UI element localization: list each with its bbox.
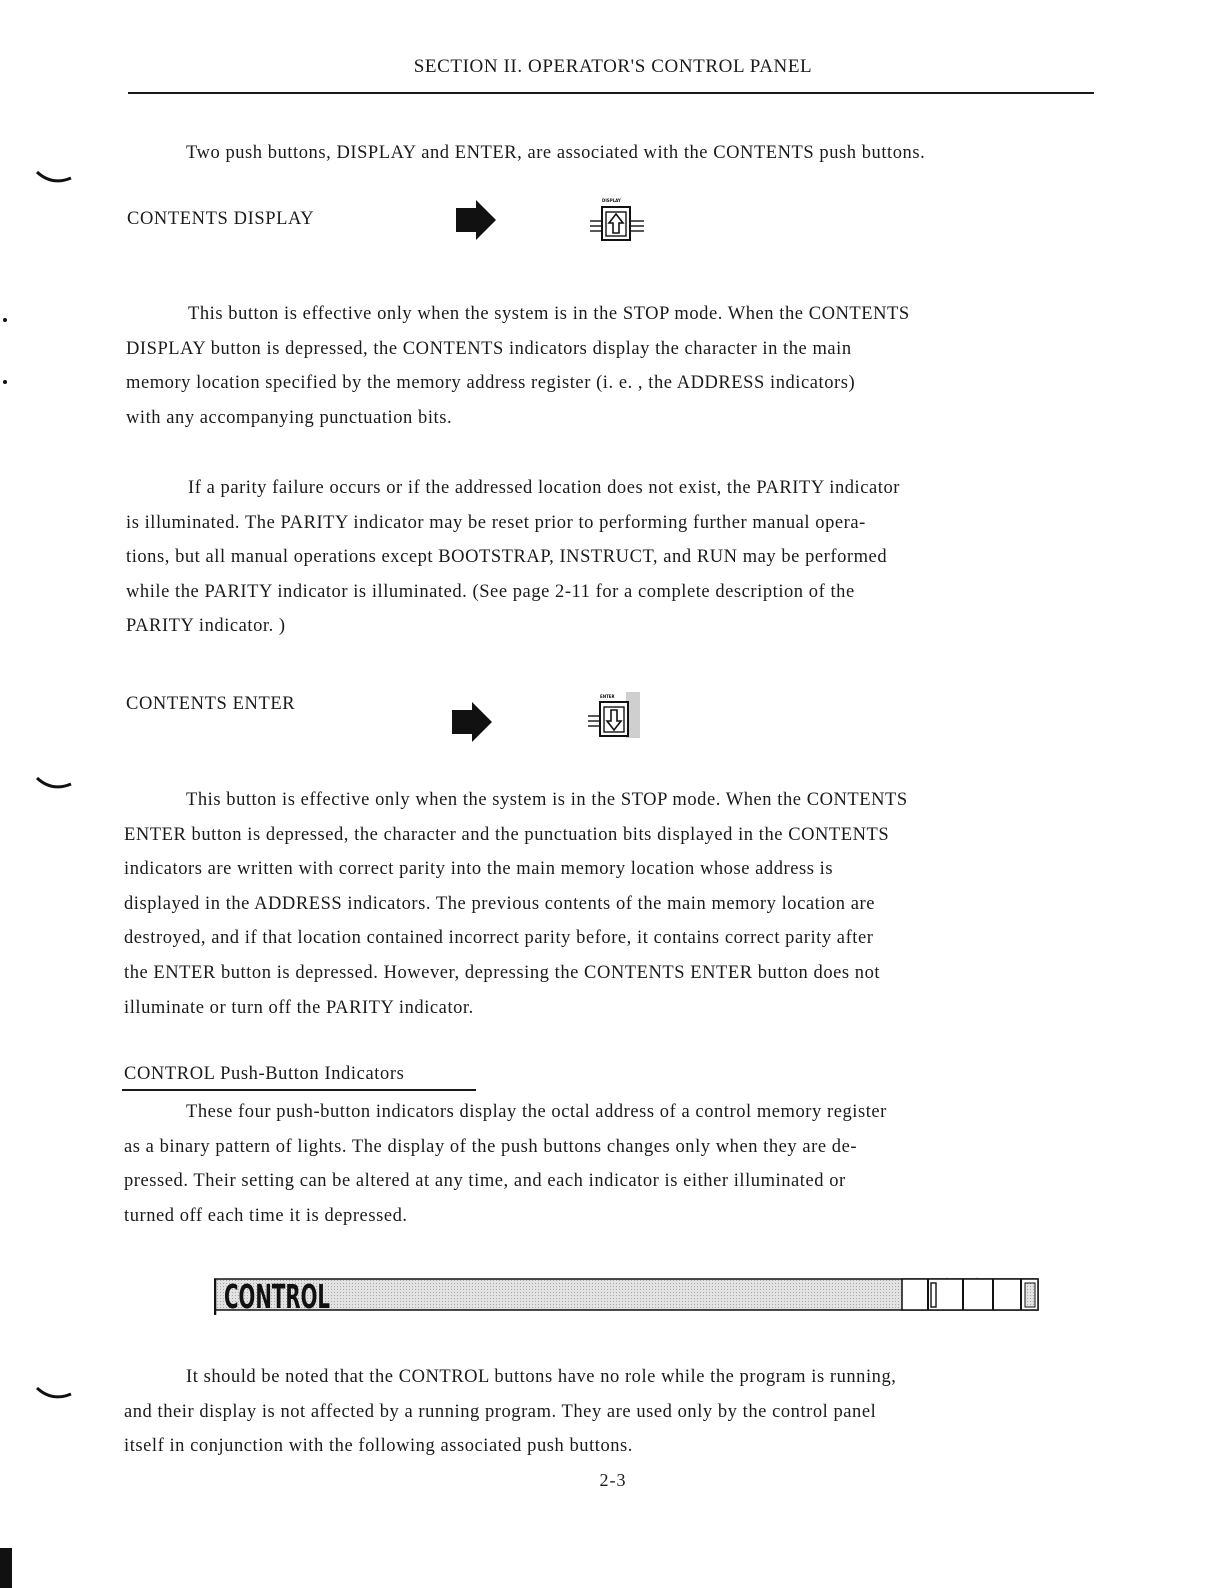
paragraph-line: It should be noted that the CONTROL buttons have no role while the program is running, (186, 1367, 897, 1387)
paragraph-line: and their display is not affected by a running program. They are used only by the control panel (124, 1401, 877, 1422)
paragraph-line: This button is effective only when the system is in the STOP mode. When the CONTENTS (188, 304, 910, 324)
paragraph-line: is illuminated. The PARITY indicator may be reset prior to performing further manual opera- (126, 512, 866, 533)
pointer-arrow-icon (454, 198, 498, 242)
paragraph-line: ENTER button is depressed, the character and the punctuation bits displayed in the CONTENTS (124, 824, 890, 845)
heading-underline (122, 1089, 476, 1091)
paragraph-line: while the PARITY indicator is illuminated. (See page 2-11 for a complete description of the (126, 581, 855, 602)
display-button-icon[interactable] (588, 194, 646, 242)
binder-mark (34, 1384, 74, 1404)
paragraph-line: turned off each time it is depressed. (124, 1205, 408, 1226)
header-rule (128, 92, 1094, 94)
page-number: 2-3 (599, 1470, 627, 1490)
intro-paragraph (124, 136, 1120, 171)
enter-button-icon[interactable] (586, 690, 644, 740)
contents-enter-label: CONTENTS ENTER (126, 694, 296, 714)
control-panel-label: CONTROL (224, 1277, 330, 1315)
corner-mark (0, 1548, 12, 1588)
control-panel-strip (214, 1277, 1040, 1315)
control-description (124, 1095, 1120, 1233)
paragraph-line: destroyed, and if that location contained incorrect parity before, it contains correct parity after (124, 928, 874, 949)
contents-display-description (126, 297, 1122, 435)
paragraph-line: illuminate or turn off the PARITY indicator. (124, 997, 474, 1018)
paragraph-line: pressed. Their setting can be altered at any time, and each indicator is either illuminated or (124, 1171, 846, 1192)
parity-paragraph (126, 471, 1122, 644)
page-header-title: SECTION II. OPERATOR'S CONTROL PANEL (413, 56, 813, 77)
binder-mark (34, 774, 74, 794)
display-icon-caption: DISPLAY (602, 198, 621, 203)
paragraph-line: These four push-button indicators display the octal address of a control memory register (186, 1102, 887, 1122)
paragraph-line: This button is effective only when the system is in the STOP mode. When the CONTENTS (186, 790, 908, 810)
paragraph-line: itself in conjunction with the following associated push buttons. (124, 1436, 633, 1457)
enter-icon-caption: ENTER (600, 694, 615, 699)
contents-display-label: CONTENTS DISPLAY (127, 209, 315, 229)
contents-enter-description (124, 783, 1120, 1025)
paragraph-line: DISPLAY button is depressed, the CONTENTS indicators display the character in the main (126, 338, 852, 359)
binder-mark (34, 168, 74, 188)
intro-line: Two push buttons, DISPLAY and ENTER, are associated with the CONTENTS push buttons. (186, 143, 926, 163)
paragraph-line: as a binary pattern of lights. The display of the push buttons changes only when they are de- (124, 1136, 858, 1157)
paragraph-line: PARITY indicator. ) (126, 616, 286, 637)
paragraph-line: memory location specified by the memory address register (i. e. , the ADDRESS indicators) (126, 373, 856, 394)
paragraph-line: the ENTER button is depressed. However, depressing the CONTENTS ENTER button does not (124, 962, 881, 983)
pointer-arrow-icon (450, 700, 494, 744)
paragraph-line: indicators are written with correct parity into the main memory location whose address is (124, 859, 834, 880)
control-section-heading: CONTROL Push-Button Indicators (124, 1064, 405, 1084)
closing-paragraph (124, 1360, 1120, 1464)
paragraph-line: with any accompanying punctuation bits. (126, 407, 453, 428)
paragraph-line: tions, but all manual operations except BOOTSTRAP, INSTRUCT, and RUN may be performed (126, 547, 888, 568)
margin-dot (3, 380, 7, 384)
paragraph-line: If a parity failure occurs or if the addressed location does not exist, the PARITY indicator (188, 478, 900, 498)
margin-dot (3, 318, 7, 322)
paragraph-line: displayed in the ADDRESS indicators. The previous contents of the main memory location are (124, 893, 875, 914)
